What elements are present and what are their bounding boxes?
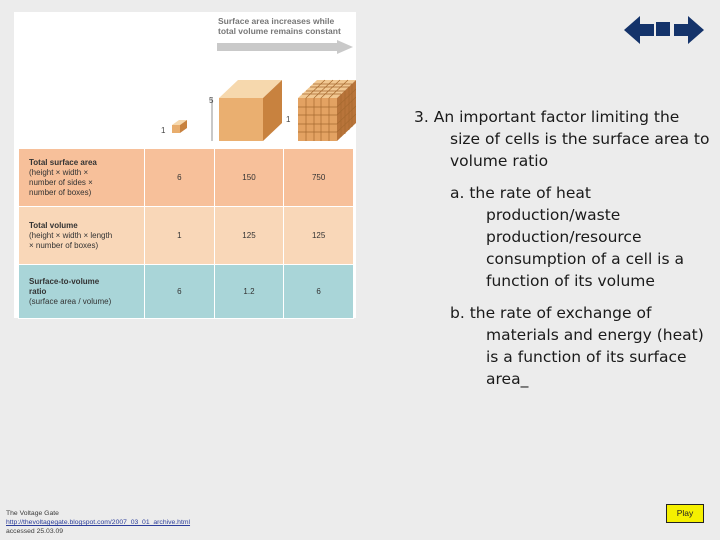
table-cell: 150 <box>214 149 284 207</box>
cube-illustration <box>14 56 356 148</box>
table-cell: 6 <box>145 149 215 207</box>
row-label-text: (height × width × length <box>29 230 113 240</box>
grid-cube <box>298 80 356 141</box>
source-credits <box>6 509 190 536</box>
slide-text <box>414 106 714 390</box>
cube-drawing <box>14 56 356 148</box>
table-cell: 1.2 <box>214 265 284 319</box>
row-label <box>19 149 145 207</box>
row-title: ratio <box>29 286 47 296</box>
small-cube-side-label: 1 <box>161 126 166 135</box>
row-label-text: number of sides × <box>29 177 93 187</box>
table-row <box>19 149 354 207</box>
grid-cube-side-label: 1 <box>286 115 291 124</box>
credit-source: The Voltage Gate <box>6 510 59 517</box>
play-button[interactable]: Play <box>666 504 704 523</box>
table-cell: 6 <box>145 265 215 319</box>
medium-cube <box>212 80 282 141</box>
row-label <box>19 265 145 319</box>
arrow-right-icon <box>217 40 353 54</box>
sub-point-b: b. the rate of exchange of materials and energy (heat) is a function of its surface area_ <box>450 304 704 388</box>
figure-header-line2: total volume remains constant <box>218 26 341 36</box>
row-title: Total volume <box>29 220 78 230</box>
credit-accessed: accessed 25.03.09 <box>6 528 64 535</box>
figure-header-line1: Surface area increases while <box>218 16 335 26</box>
table-cell: 125 <box>284 207 354 265</box>
row-label <box>19 207 145 265</box>
table-cell: 6 <box>284 265 354 319</box>
ratio-table <box>18 148 354 319</box>
slide-navigation <box>624 14 704 46</box>
arrow-right-icon[interactable] <box>672 14 704 46</box>
arrow-left-icon[interactable] <box>624 14 656 46</box>
table-cell: 1 <box>145 207 215 265</box>
sub-point-a: a. the rate of heat production/waste production/resource consumption of a cell is a function of its volume <box>450 184 684 290</box>
table-row <box>19 265 354 319</box>
row-title: Total surface area <box>29 157 97 167</box>
table-row <box>19 207 354 265</box>
small-cube <box>172 120 187 133</box>
main-point: 3. An important factor limiting the size of cells is the surface area to volume ratio <box>414 108 710 170</box>
home-square-icon[interactable] <box>656 22 670 36</box>
row-label-text: (surface area / volume) <box>29 296 112 306</box>
surface-volume-figure <box>14 12 356 318</box>
row-title: Surface-to-volume <box>29 276 100 286</box>
credit-link[interactable]: http://thevoltagegate.blogspot.com/2007_03_01_archive.html <box>6 519 191 526</box>
row-label-text: (height × width × <box>29 167 89 177</box>
table-cell: 750 <box>284 149 354 207</box>
row-label-text: × number of boxes) <box>29 240 99 250</box>
row-label-text: number of boxes) <box>29 187 92 197</box>
table-cell: 125 <box>214 207 284 265</box>
figure-header <box>218 16 356 36</box>
medium-cube-side-label: 5 <box>209 96 214 105</box>
